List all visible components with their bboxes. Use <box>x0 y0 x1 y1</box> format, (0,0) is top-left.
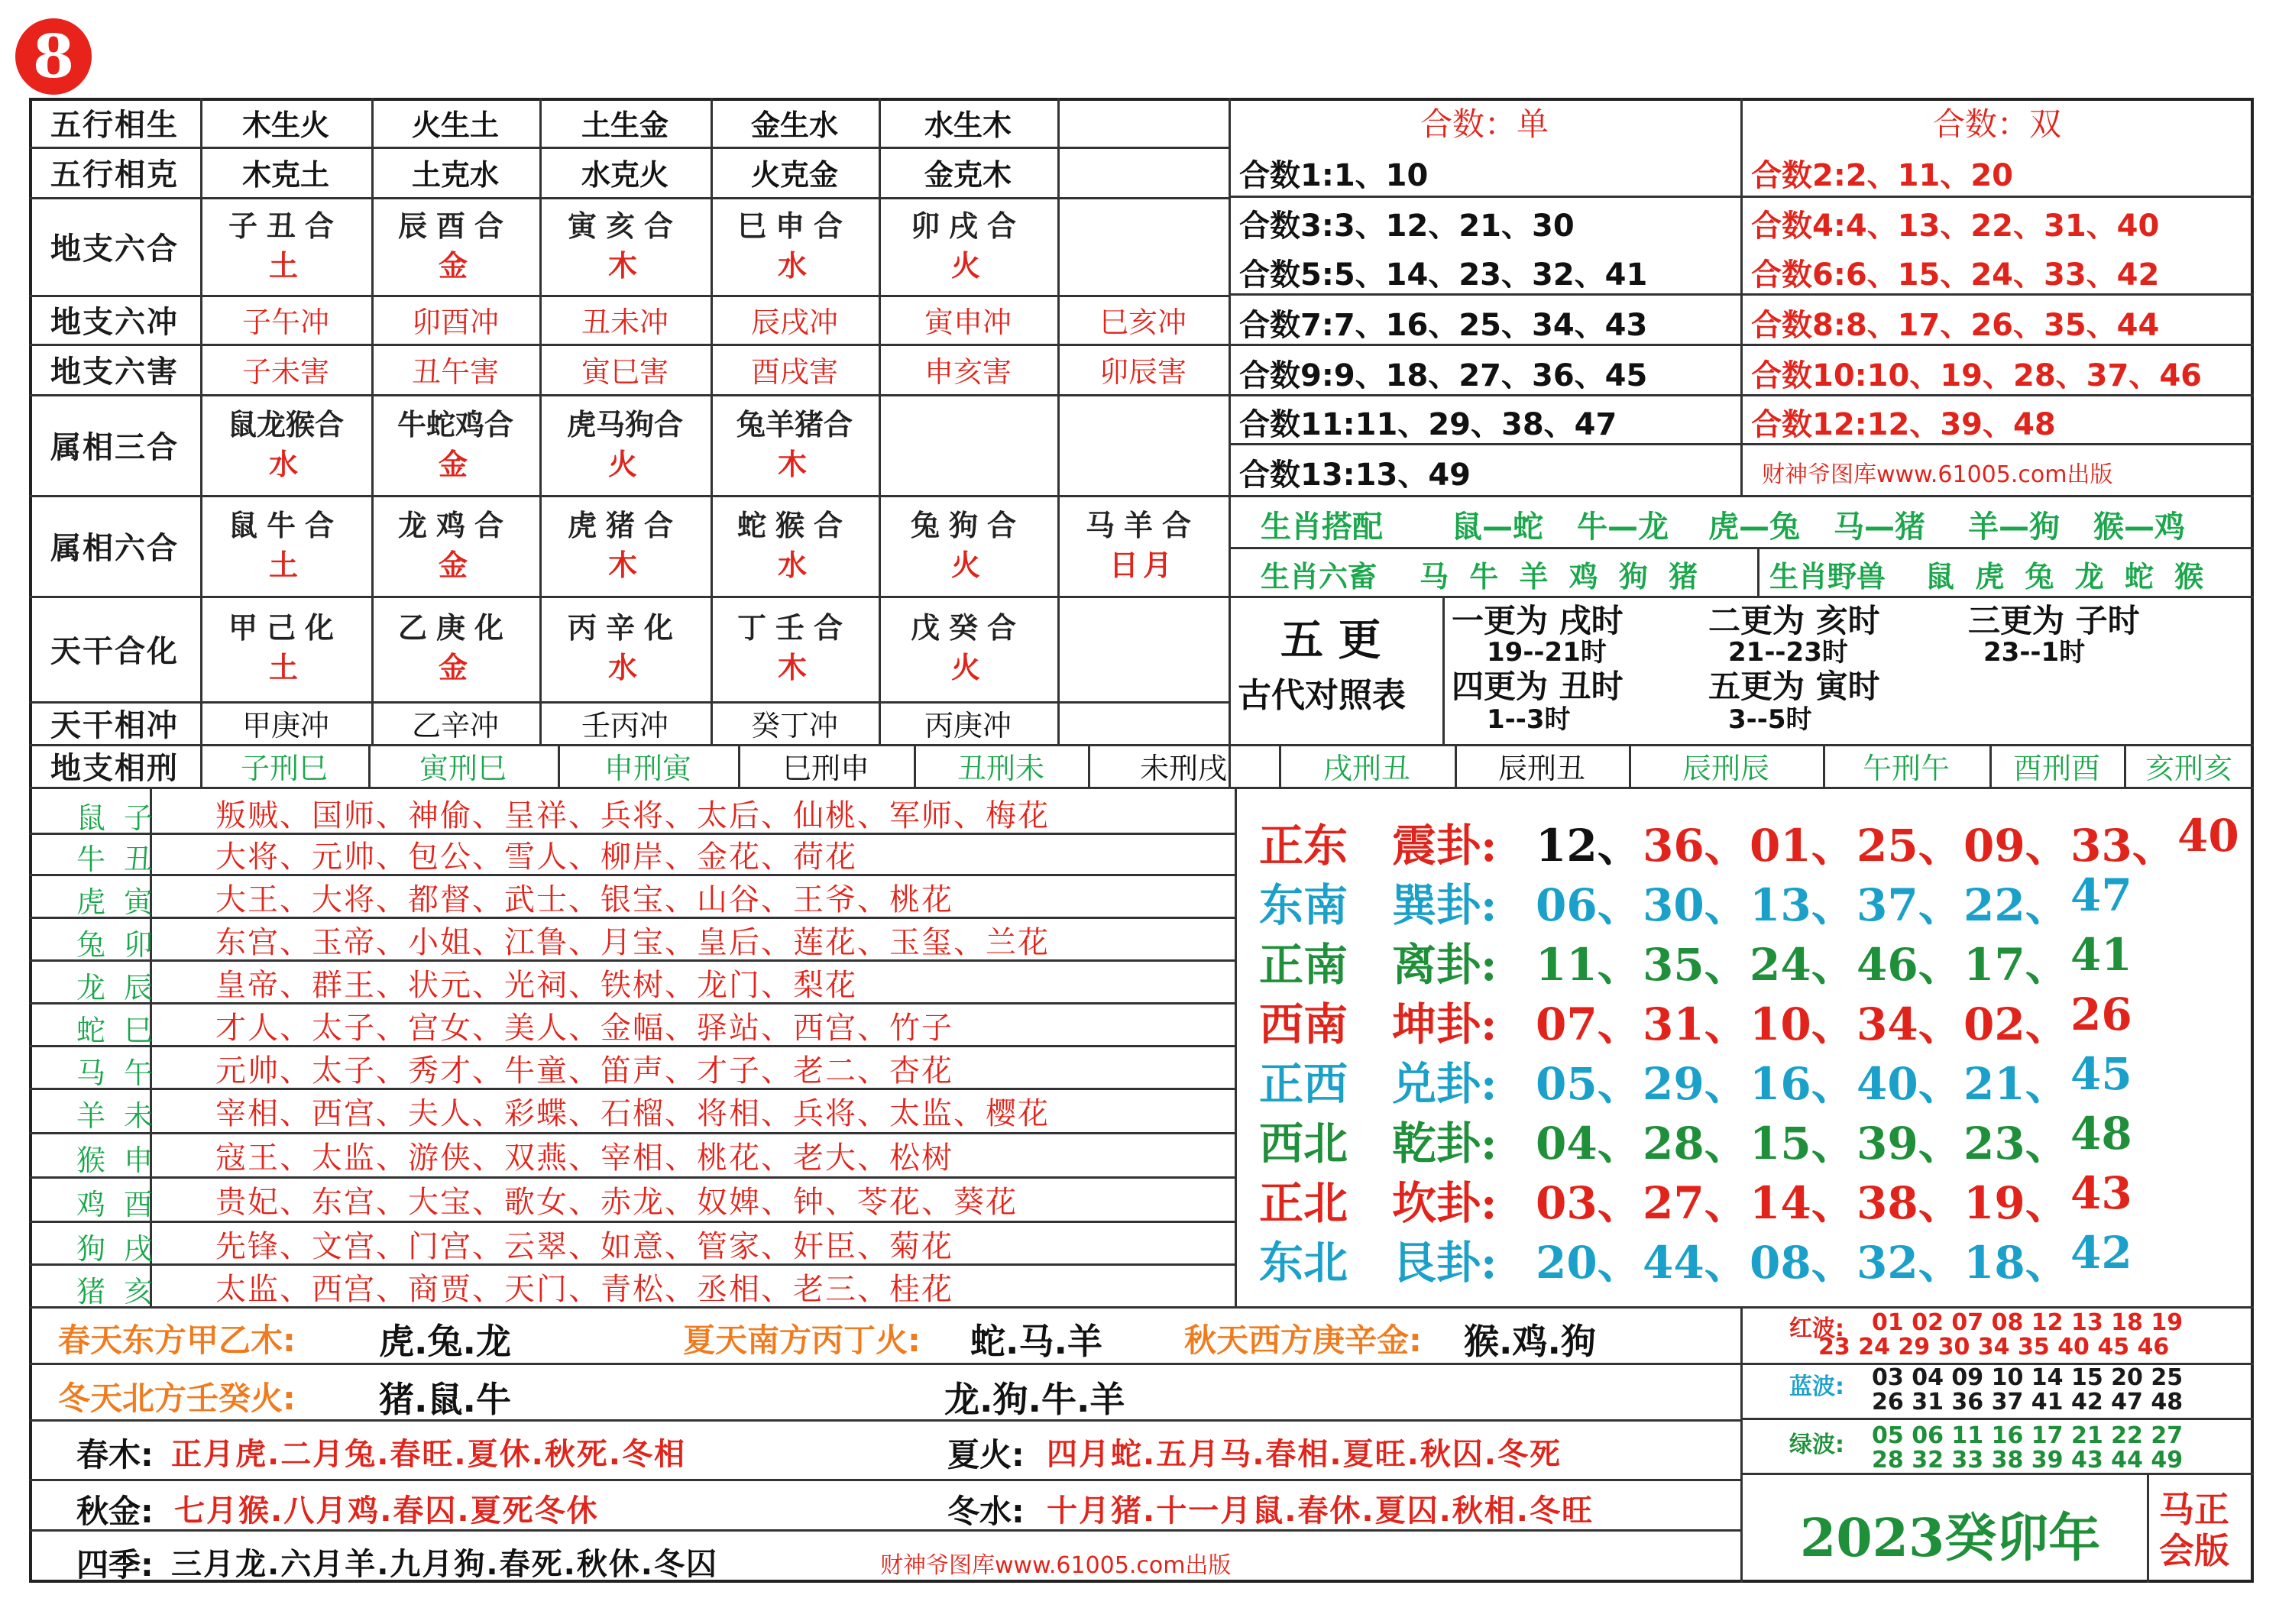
shuxiang-sanhe-element: 金 <box>438 448 472 481</box>
tiangan-hehua-element: 木 <box>777 651 811 684</box>
gua-number: 32、 <box>1857 1237 1963 1289</box>
gua-name: 乾卦: <box>1392 1118 1497 1169</box>
gua-number: 39、 <box>1857 1118 1963 1169</box>
heshu-dan-line: 合数1:1、10 <box>1239 158 1429 193</box>
dizhi-liuhai-item: 酉戌害 <box>750 354 838 389</box>
heshu-dan-line: 合数3:3、12、21、30 <box>1239 209 1575 244</box>
dizhi-liuhe-pair: 寅亥合 <box>567 209 682 243</box>
shuxiang-liuhe-cell <box>371 500 539 591</box>
red-wave-label: 红波: <box>1789 1315 1844 1342</box>
zodiac-attributes: 大王、大将、都督、武士、银宝、山谷、王爷、桃花 <box>215 882 953 917</box>
dizhi-xiangxing-item: 午刑午 <box>1862 751 1950 785</box>
tiangan-hehua-pair: 戊癸合 <box>910 611 1025 645</box>
dizhi-liuhe-element: 土 <box>268 249 303 283</box>
shuxiang-liuhe-pair: 虎猪合 <box>567 509 682 542</box>
siji-text: 三月龙.六月羊.九月狗.春死.秋休.冬囚 <box>171 1547 718 1582</box>
label-dizhi-liuhai: 地支六害 <box>50 354 179 390</box>
xiahuo-text: 四月蛇.五月马.春相.夏旺.秋囚.冬死 <box>1047 1437 1562 1472</box>
zodiac-name: 蛇巳 <box>76 1014 172 1047</box>
gua-number: 25、 <box>1857 820 1963 872</box>
tiangan-hehua-cell <box>539 602 711 694</box>
gua-direction: 西北 <box>1259 1118 1348 1169</box>
gua-number: 38、 <box>1857 1177 1963 1229</box>
tiangan-hehua-element: 金 <box>438 651 472 684</box>
dizhi-xiangxing-item: 戌刑丑 <box>1322 751 1410 785</box>
dizhi-xiangxing-item: 丑刑未 <box>957 751 1044 785</box>
zodiac-attributes: 叛贼、国师、神偷、呈祥、兵将、太后、仙桃、军师、梅花 <box>215 798 1050 833</box>
shengxiao-liuchu-items: 马 牛 羊 鸡 狗 猪 <box>1420 560 1698 594</box>
shuxiang-liuhe-element: 金 <box>438 548 472 582</box>
credit-text: 财神爷图库www.61005.com出版 <box>1762 461 2113 488</box>
shuxiang-liuhe-cell <box>539 500 711 591</box>
dizhi-liuhe-element: 火 <box>950 249 985 283</box>
gua-number: 42 <box>2070 1227 2132 1279</box>
gua-number: 05、 <box>1536 1058 1642 1110</box>
gua-number: 40、 <box>1857 1058 1963 1110</box>
wuxing-ke-item: 木克土 <box>241 157 329 192</box>
dizhi-liuchong-item: 子午冲 <box>241 305 329 339</box>
heshu-shuang-title: 合数：双 <box>1932 105 2061 143</box>
shengxiao-dapei-item: 鼠—蛇 <box>1452 510 1543 545</box>
heshu-dan-line: 合数7:7、16、25、34、43 <box>1239 308 1648 343</box>
season-center-value: 龙.狗.牛.羊 <box>944 1379 1125 1420</box>
shengxiao-dapei-item: 马—猪 <box>1834 510 1925 545</box>
dizhi-liuhai-item: 卯辰害 <box>1099 354 1186 389</box>
dizhi-liuhai-item: 子未害 <box>241 354 329 389</box>
green-wave-numbers: 28 32 33 38 39 43 44 49 <box>1872 1447 2184 1474</box>
dizhi-liuchong-item: 卯酉冲 <box>411 305 499 339</box>
shuxiang-sanhe-element: 水 <box>268 448 303 481</box>
label-shuxiang-sanhe: 属相三合 <box>50 429 179 465</box>
wuxing-sheng-item: 木生火 <box>241 108 329 142</box>
tiangan-hehua-cell <box>711 602 879 694</box>
shuxiang-liuhe-pair: 蛇猴合 <box>736 509 852 542</box>
shengxiao-dapei-item: 猴—鸡 <box>2093 510 2185 545</box>
wuxing-ke-item: 水克火 <box>581 157 668 192</box>
xiahuo-label: 夏火: <box>947 1436 1025 1474</box>
heshu-dan-title: 合数：单 <box>1420 105 1549 143</box>
gua-number: 12、 <box>1536 820 1642 872</box>
tiangan-xiangchong-item: 壬丙冲 <box>581 708 668 742</box>
gua-number: 11、 <box>1536 939 1642 991</box>
shuxiang-liuhe-element: 火 <box>950 548 985 582</box>
shuxiang-sanhe-cell <box>200 399 371 490</box>
gua-number: 20、 <box>1536 1237 1642 1289</box>
gua-number: 34、 <box>1857 998 1963 1050</box>
tiangan-hehua-element: 火 <box>950 651 985 684</box>
gua-number: 36、 <box>1643 820 1749 872</box>
season-spring-value: 虎.兔.龙 <box>379 1321 511 1362</box>
dizhi-liuhe-cell <box>371 200 539 292</box>
gua-name: 震卦: <box>1392 820 1497 872</box>
heshu-dan-line: 合数11:11、29、38、47 <box>1239 407 1617 442</box>
tiangan-hehua-pair: 丙辛化 <box>567 611 682 645</box>
red-wave-numbers: 23 24 29 30 34 35 40 45 46 <box>1818 1334 2170 1360</box>
dizhi-xiangxing-item: 寅刑巳 <box>419 751 507 785</box>
shuxiang-sanhe-cell <box>539 399 711 490</box>
wuxing-ke-item: 土克水 <box>411 157 499 192</box>
dizhi-xiangxing-item: 辰刑丑 <box>1497 751 1585 785</box>
zodiac-attributes: 寇王、太监、游侠、双燕、宰相、桃花、老大、松树 <box>215 1140 953 1176</box>
gua-number: 23、 <box>1963 1118 2070 1169</box>
dizhi-liuchong-item: 丑未冲 <box>581 305 668 339</box>
dongshui-label: 冬水: <box>947 1493 1025 1530</box>
wuxing-ke-item: 火克金 <box>750 157 838 192</box>
shuxiang-liuhe-pair: 鼠牛合 <box>228 509 343 542</box>
gua-number: 41 <box>2070 929 2132 981</box>
tiangan-xiangchong-item: 甲庚冲 <box>241 708 329 742</box>
gua-number: 14、 <box>1750 1177 1856 1229</box>
gua-number: 27、 <box>1643 1177 1749 1229</box>
shengxiao-yeshou-label: 生肖野兽 <box>1769 560 1886 594</box>
tiangan-hehua-pair: 乙庚化 <box>397 611 513 645</box>
zodiac-name: 鼠子 <box>76 801 172 835</box>
shuxiang-sanhe-cell <box>711 399 879 490</box>
dizhi-liuchong-item: 寅申冲 <box>924 305 1012 339</box>
gua-number: 29、 <box>1643 1058 1749 1110</box>
green-wave-label: 绿波: <box>1789 1432 1844 1458</box>
dizhi-liuhe-element: 金 <box>438 249 472 283</box>
shengxiao-yeshou-items: 鼠 虎 兔 龙 蛇 猴 <box>1925 560 2204 594</box>
dongshui-text: 十月猪.十一月鼠.春休.夏囚.秋相.冬旺 <box>1047 1493 1594 1529</box>
red-wave-numbers: 01 02 07 08 12 13 18 19 <box>1872 1309 2184 1336</box>
gua-number: 30、 <box>1643 879 1749 931</box>
gua-number: 47 <box>2070 869 2132 921</box>
zodiac-name: 龙辰 <box>76 971 172 1004</box>
wugeng-time: 23--1时 <box>1983 637 2086 668</box>
shuxiang-liuhe-element: 土 <box>268 548 303 582</box>
gua-number: 37、 <box>1857 879 1963 931</box>
gua-number: 48 <box>2070 1108 2132 1160</box>
gua-number: 45 <box>2070 1048 2132 1100</box>
shengxiao-dapei-label: 生肖搭配 <box>1261 510 1383 545</box>
zodiac-name: 鸡酉 <box>76 1188 172 1221</box>
label-wuxing-ke: 五行相克 <box>50 157 179 192</box>
gua-number: 40 <box>2177 810 2239 862</box>
wugeng-subtitle: 古代对照表 <box>1238 676 1406 715</box>
blue-wave-numbers: 03 04 09 10 14 15 20 25 <box>1872 1364 2184 1391</box>
shuxiang-sanhe-element: 木 <box>777 448 811 481</box>
wugeng-time: 1--3时 <box>1487 704 1571 735</box>
label-tiangan-hehua: 天干合化 <box>50 633 179 669</box>
zodiac-name: 马午 <box>76 1056 172 1090</box>
shuxiang-liuhe-pair: 兔狗合 <box>910 509 1025 542</box>
gua-direction: 东北 <box>1259 1237 1348 1289</box>
gua-number: 22、 <box>1963 879 2070 931</box>
season-winter-value: 猪.鼠.牛 <box>379 1379 511 1420</box>
dizhi-liuhe-cell <box>200 200 371 292</box>
gua-number: 15、 <box>1750 1118 1856 1169</box>
zodiac-attributes: 元帅、太子、秀才、牛童、笛声、才子、老二、杏花 <box>215 1053 953 1089</box>
tiangan-hehua-cell <box>371 602 539 694</box>
season-spring-label: 春天东方甲乙木: <box>58 1322 296 1359</box>
shuxiang-sanhe-group: 兔羊猪合 <box>736 408 853 442</box>
tiangan-hehua-element: 土 <box>268 651 303 684</box>
dizhi-liuhe-cell <box>711 200 879 292</box>
gua-number: 31、 <box>1643 998 1749 1050</box>
tiangan-xiangchong-item: 丙庚冲 <box>924 708 1012 742</box>
zodiac-name: 虎寅 <box>76 885 172 919</box>
zodiac-name: 牛丑 <box>76 843 172 876</box>
dizhi-xiangxing-item: 巳刑申 <box>782 751 869 785</box>
dizhi-xiangxing-item: 申刑寅 <box>604 751 691 785</box>
zodiac-attributes: 才人、太子、宫女、美人、金幅、驿站、西宫、竹子 <box>215 1011 953 1046</box>
season-summer-value: 蛇.马.羊 <box>970 1321 1102 1362</box>
heshu-shuang-line: 合数2:2、11、20 <box>1751 158 2013 193</box>
gua-direction: 西南 <box>1259 998 1348 1050</box>
gua-number: 03、 <box>1536 1177 1642 1229</box>
wugeng-time: 19--21时 <box>1487 637 1607 668</box>
zodiac-attributes: 宰相、西宫、夫人、彩蝶、石榴、将相、兵将、太监、樱花 <box>215 1096 1050 1131</box>
zodiac-attributes: 大将、元帅、包公、雪人、柳岸、金花、荷花 <box>215 839 857 875</box>
shuxiang-sanhe-group: 牛蛇鸡合 <box>397 408 513 442</box>
dizhi-liuhe-element: 水 <box>777 249 811 283</box>
gua-number: 19、 <box>1963 1177 2070 1229</box>
dizhi-liuhai-item: 丑午害 <box>411 354 499 389</box>
gua-number: 44、 <box>1643 1237 1749 1289</box>
tiangan-hehua-pair: 甲己化 <box>228 611 343 645</box>
gua-number: 28、 <box>1643 1118 1749 1169</box>
tiangan-hehua-pair: 丁壬合 <box>736 611 852 645</box>
wugeng-time: 3--5时 <box>1728 704 1812 735</box>
shuxiang-liuhe-pair: 马羊合 <box>1085 509 1200 542</box>
shuxiang-sanhe-element: 火 <box>607 448 642 481</box>
dizhi-liuhai-item: 申亥害 <box>924 354 1012 389</box>
qiujin-label: 秋金: <box>76 1493 154 1530</box>
shuxiang-sanhe-cell <box>371 399 539 490</box>
edition-top: 马正 <box>2159 1489 2229 1530</box>
wugeng-name: 三更为 子时 <box>1968 602 2140 639</box>
gua-number: 18、 <box>1963 1237 2070 1289</box>
heshu-dan-line: 合数5:5、14、23、32、41 <box>1239 257 1648 293</box>
green-wave-numbers: 05 06 11 16 17 21 22 27 <box>1872 1422 2184 1449</box>
gua-number: 21、 <box>1963 1058 2070 1110</box>
dizhi-liuhai-item: 寅巳害 <box>581 354 668 389</box>
dizhi-xiangxing-item: 子刑巳 <box>240 751 328 785</box>
shuxiang-liuhe-element: 木 <box>607 548 642 582</box>
gua-number: 17、 <box>1963 939 2070 991</box>
gua-direction: 正南 <box>1259 939 1348 991</box>
shuxiang-liuhe-cell <box>711 500 879 591</box>
zodiac-name: 兔卯 <box>76 928 172 962</box>
wuxing-sheng-item: 火生土 <box>411 108 499 142</box>
heshu-dan-line: 合数13:13、49 <box>1239 458 1471 493</box>
dizhi-xiangxing-item: 辰刑辰 <box>1682 751 1769 785</box>
heshu-shuang-line: 合数8:8、17、26、35、44 <box>1751 308 2160 343</box>
dizhi-liuchong-item: 辰戌冲 <box>750 305 838 339</box>
zodiac-name: 羊未 <box>76 1099 172 1133</box>
label-wuxing-sheng: 五行相生 <box>50 107 179 143</box>
gua-number: 35、 <box>1643 939 1749 991</box>
dizhi-liuhe-pair: 巳申合 <box>736 209 852 243</box>
gua-direction: 正西 <box>1259 1058 1348 1110</box>
zodiac-name: 狗戌 <box>76 1232 172 1266</box>
gua-direction: 正北 <box>1259 1177 1348 1229</box>
shengxiao-dapei-item: 虎—兔 <box>1708 510 1800 545</box>
gua-number: 08、 <box>1750 1237 1856 1289</box>
heshu-shuang-line: 合数12:12、39、48 <box>1751 407 2056 442</box>
wugeng-title: 五 更 <box>1280 615 1381 665</box>
gua-name: 兑卦: <box>1392 1058 1497 1110</box>
gua-direction: 东南 <box>1259 879 1348 931</box>
year-title: 2023癸卯年 <box>1800 1508 2101 1569</box>
gua-number: 33、 <box>2070 820 2177 872</box>
gua-number: 46、 <box>1857 939 1963 991</box>
zodiac-attributes: 先锋、文宫、门宫、云翠、如意、管家、奸臣、菊花 <box>215 1229 953 1264</box>
shuxiang-liuhe-element: 日月 <box>1109 548 1177 582</box>
dizhi-liuhe-pair: 辰酉合 <box>397 209 513 243</box>
wugeng-name: 四更为 丑时 <box>1452 668 1624 705</box>
gua-number: 02、 <box>1963 998 2070 1050</box>
shuxiang-sanhe-group: 虎马狗合 <box>566 408 683 442</box>
wugeng-name: 五更为 寅时 <box>1708 668 1880 705</box>
dizhi-liuhe-element: 木 <box>607 249 642 283</box>
zodiac-attributes: 太监、西宫、商贾、天门、青松、丞相、老三、桂花 <box>215 1272 953 1307</box>
siji-label: 四季: <box>76 1546 154 1584</box>
gua-number: 04、 <box>1536 1118 1642 1169</box>
gua-number: 13、 <box>1750 879 1856 931</box>
wuxing-sheng-item: 土生金 <box>581 108 668 142</box>
season-autumn-label: 秋天西方庚辛金: <box>1184 1322 1422 1359</box>
chunmu-text: 正月虎.二月兔.春旺.夏休.秋死.冬相 <box>171 1437 686 1472</box>
wuxing-ke-item: 金克木 <box>924 157 1012 192</box>
gua-number: 16、 <box>1750 1058 1856 1110</box>
label-dizhi-xiangxing: 地支相刑 <box>50 750 179 786</box>
shengxiao-dapei-item: 牛—龙 <box>1577 510 1669 545</box>
gua-direction: 正东 <box>1259 820 1348 872</box>
edition-bottom: 会版 <box>2159 1530 2229 1571</box>
chunmu-label: 春木: <box>76 1436 154 1474</box>
gua-number: 43 <box>2070 1167 2132 1219</box>
wugeng-time: 21--23时 <box>1728 637 1848 668</box>
dizhi-liuchong-item: 巳亥冲 <box>1099 305 1186 339</box>
wugeng-name: 二更为 亥时 <box>1708 602 1880 639</box>
heshu-shuang-line: 合数6:6、15、24、33、42 <box>1751 257 2160 293</box>
shuxiang-liuhe-cell <box>1057 500 1229 591</box>
blue-wave-numbers: 26 31 36 37 41 42 47 48 <box>1872 1389 2184 1415</box>
gua-number: 24、 <box>1750 939 1856 991</box>
dizhi-xiangxing-item: 酉刑酉 <box>2012 751 2100 785</box>
qiujin-text: 七月猴.八月鸡.春囚.夏死冬休 <box>174 1493 599 1529</box>
heshu-dan-line: 合数9:9、18、27、36、45 <box>1239 358 1648 393</box>
zodiac-attributes: 东宫、玉帝、小姐、江鲁、月宝、皇后、莲花、玉玺、兰花 <box>215 925 1050 960</box>
shuxiang-liuhe-cell <box>200 500 371 591</box>
gua-number: 26 <box>2070 988 2132 1040</box>
gua-number: 07、 <box>1536 998 1642 1050</box>
zodiac-name: 猴申 <box>76 1144 172 1177</box>
dizhi-liuhe-cell <box>539 200 711 292</box>
shengxiao-dapei-item: 羊—狗 <box>1968 510 2060 545</box>
heshu-shuang-line: 合数10:10、19、28、37、46 <box>1751 358 2202 393</box>
zodiac-attributes: 皇帝、群王、状元、光祠、铁树、龙门、梨花 <box>215 968 857 1003</box>
dizhi-liuhe-cell <box>879 200 1057 292</box>
wugeng-name: 一更为 戌时 <box>1452 602 1624 639</box>
shengxiao-liuchu-label: 生肖六畜 <box>1261 560 1377 594</box>
tiangan-hehua-cell <box>879 602 1057 694</box>
gua-name: 坤卦: <box>1392 998 1497 1050</box>
wuxing-sheng-item: 水生木 <box>924 108 1012 142</box>
label-dizhi-liuhe: 地支六合 <box>50 231 179 267</box>
season-winter-label: 冬天北方壬癸火: <box>58 1380 296 1417</box>
tiangan-xiangchong-item: 癸丁冲 <box>750 708 838 742</box>
blue-wave-label: 蓝波: <box>1789 1373 1844 1400</box>
dizhi-liuhe-pair: 子丑合 <box>228 209 343 243</box>
gua-name: 巽卦: <box>1392 879 1497 931</box>
label-tiangan-xiangchong: 天干相冲 <box>50 707 179 743</box>
credit-text-bottom: 财神爷图库www.61005.com出版 <box>880 1552 1232 1579</box>
season-summer-label: 夏天南方丙丁火: <box>683 1322 921 1359</box>
gua-number: 10、 <box>1750 998 1856 1050</box>
shuxiang-liuhe-element: 水 <box>777 548 811 582</box>
gua-number: 01、 <box>1750 820 1856 872</box>
label-shuxiang-liuhe: 属相六合 <box>50 530 179 566</box>
dizhi-xiangxing-item: 亥刑亥 <box>2145 751 2232 785</box>
gua-name: 艮卦: <box>1392 1237 1497 1289</box>
label-dizhi-liuchong: 地支六冲 <box>50 304 179 340</box>
shuxiang-liuhe-cell <box>879 500 1057 591</box>
gua-number: 06、 <box>1536 879 1642 931</box>
dizhi-xiangxing-item: 未刑戌 <box>1139 751 1227 785</box>
tiangan-hehua-element: 水 <box>607 651 642 684</box>
shuxiang-liuhe-pair: 龙鸡合 <box>397 509 513 542</box>
wuxing-sheng-item: 金生水 <box>750 108 838 142</box>
page-number-badge: 8 <box>15 18 92 95</box>
season-autumn-value: 猴.鸡.狗 <box>1464 1321 1596 1362</box>
zodiac-attributes: 贵妃、东宫、大宝、歌女、赤龙、奴婢、钟、苓花、葵花 <box>215 1185 1018 1220</box>
tiangan-hehua-cell <box>200 602 371 694</box>
zodiac-name: 猪亥 <box>76 1275 172 1309</box>
tiangan-xiangchong-item: 乙辛冲 <box>411 708 499 742</box>
dizhi-liuhe-pair: 卯戌合 <box>910 209 1025 243</box>
gua-number: 09、 <box>1963 820 2070 872</box>
gua-name: 坎卦: <box>1392 1177 1497 1229</box>
gua-name: 离卦: <box>1392 939 1497 991</box>
shuxiang-sanhe-group: 鼠龙猴合 <box>227 408 344 442</box>
heshu-shuang-line: 合数4:4、13、22、31、40 <box>1751 209 2160 244</box>
